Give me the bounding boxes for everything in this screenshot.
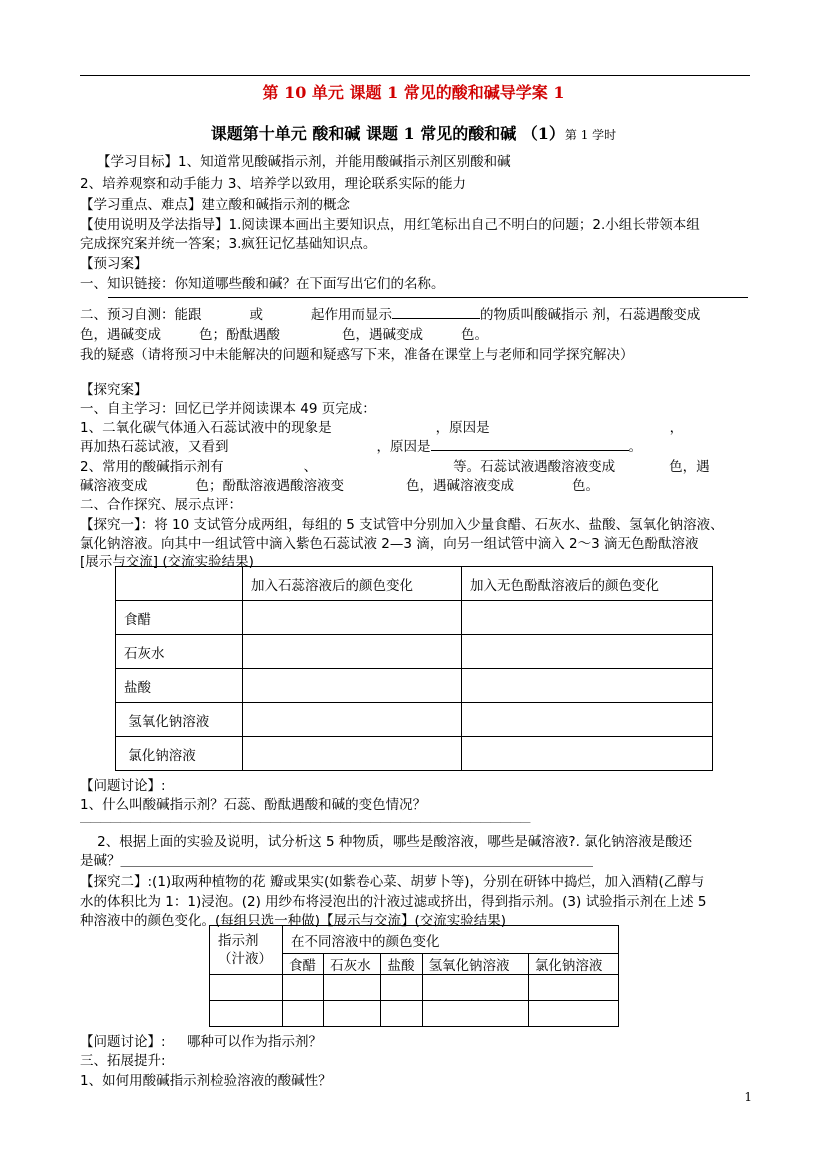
table-cell[interactable] <box>462 737 713 771</box>
preview-test-line-2 <box>80 323 488 343</box>
cooperative-inquiry: 二、合作探究、展示点评： <box>80 497 242 513</box>
table-cell[interactable] <box>528 975 618 1001</box>
text-fragment: 碱溶液变成 <box>80 478 148 494</box>
table-cell[interactable] <box>283 975 324 1001</box>
discussion-q1: 1、什么叫酸碱指示剂？石蕊、酚酞遇酸和碱的变色情况？ <box>80 797 427 813</box>
table-cell[interactable] <box>243 737 462 771</box>
table-cell[interactable] <box>462 635 713 669</box>
instructions-line-1: 【使用说明及学法指导】1.阅读课本画出主要知识点，用红笔标出自己不明白的问题；2.小组长带领本组 <box>80 217 700 233</box>
text-fragment: 色。 <box>572 478 599 494</box>
ability-goals: 2、培养观察和动手能力 3、培养学以致用，理论联系实际的能力 <box>80 176 466 192</box>
table-cell[interactable] <box>324 1001 381 1027</box>
inquiry-2-line-2: 水的体积比为 1：1)浸泡。(2) 用纱布将浸泡出的汁液过滤或挤出，得到指示剂。(3) 试验指示剂在上述 5 <box>80 894 707 910</box>
table-cell[interactable] <box>210 975 283 1001</box>
table-header-cell: 氢氧化钠溶液 <box>422 954 528 975</box>
table-header-cell: 石灰水 <box>324 954 381 975</box>
question-1-line-2 <box>80 435 642 455</box>
corner-label: 指示剂 <box>218 933 259 949</box>
discussion-heading-1: 【问题讨论】: <box>80 778 166 794</box>
instructions-line-2: 完成探究案并统一答案；3.疯狂记忆基础知识点。 <box>80 236 377 252</box>
table-cell: 石灰水 <box>116 635 243 669</box>
discussion-heading-2: 【问题讨论】: 哪种可以作为指示剂？ <box>80 1034 323 1050</box>
table-row <box>116 703 713 737</box>
table-row <box>210 975 619 1001</box>
table-cell[interactable] <box>381 1001 422 1027</box>
text-fragment: 或 <box>249 307 263 323</box>
blank-line <box>431 438 629 451</box>
table-cell[interactable] <box>422 1001 528 1027</box>
table-cell[interactable] <box>528 1001 618 1027</box>
text-fragment: 色。 <box>461 327 488 343</box>
text-fragment: 二、预习自测：能跟 <box>80 307 202 323</box>
answer-rule <box>108 297 748 298</box>
learning-goals: 【学习目标】1、知道常见酸碱指示剂，并能用酸碱指示剂区别酸和碱 <box>97 154 511 170</box>
table-header-row <box>210 926 619 954</box>
table-cell: 氢氧化钠溶液 <box>116 703 243 737</box>
indicator-table-1 <box>115 566 713 771</box>
table-row <box>116 669 713 703</box>
document-subtitle <box>0 121 827 144</box>
table-header-cell: 盐酸 <box>381 954 422 975</box>
page-number: 1 <box>744 1090 752 1104</box>
discussion-q2-line-1: 2、根据上面的实验及说明，试分析这 5 种物质，哪些是酸溶液，哪些是碱溶液?. 氯化钠溶液是酸还 <box>80 834 693 850</box>
discussion-q1-blank: ＿＿＿＿＿＿＿＿＿＿＿＿＿＿＿＿＿＿＿＿＿＿＿＿＿＿＿＿＿＿＿＿＿＿＿＿＿＿＿＿＿＿＿＿＿ <box>80 812 530 824</box>
text-fragment: 色；酚酞遇酸 <box>199 327 280 343</box>
text-fragment: 1、二氧化碳气体通入石蕊试液中的现象是 <box>80 420 332 436</box>
table-cell[interactable] <box>210 1001 283 1027</box>
table-cell[interactable] <box>462 601 713 635</box>
preview-test-line-1 <box>80 303 700 323</box>
table-cell[interactable] <box>324 975 381 1001</box>
table-cell[interactable] <box>283 1001 324 1027</box>
table-group-header: 在不同溶液中的颜色变化 <box>283 926 619 954</box>
text-fragment: 等。石蕊试液遇酸溶液变成 <box>453 459 616 475</box>
table-header-cell: 氯化钠溶液 <box>528 954 618 975</box>
show-and-share: [展示与交流] (交流实验结果) <box>80 554 254 570</box>
question-1-line-1 <box>80 416 683 436</box>
table-row <box>210 1001 619 1027</box>
text-fragment: 。 <box>628 439 642 455</box>
inquiry-2-line-3: 种溶液中的颜色变化。(每组只选一种做)【展示与交流】(交流实验结果) <box>80 913 507 929</box>
inquiry-heading: 【探究案】 <box>80 382 148 398</box>
text-fragment: 色，遇碱变成 <box>342 327 423 343</box>
inquiry-1-line-1: 【探究一】：将 10 支试管分成两组，每组的 5 支试管中分别加入少量食醋、石灰水、盐酸、氢氧化钠溶液、 <box>80 517 724 533</box>
text-fragment: 色，遇碱变成 <box>80 327 161 343</box>
table-header-cell: 食醋 <box>283 954 324 975</box>
indicator-table-2 <box>209 925 619 1027</box>
table-cell[interactable] <box>243 703 462 737</box>
table-cell[interactable] <box>381 975 422 1001</box>
self-study: 一、自主学习：回忆已学并阅读课本 49 页完成： <box>80 401 376 417</box>
table-cell[interactable] <box>462 669 713 703</box>
text-fragment: 2、常用的酸碱指示剂有 <box>80 459 224 475</box>
text-fragment: ，原因是 <box>376 439 431 455</box>
corner-label: （汁液） <box>218 951 272 967</box>
table-cell[interactable] <box>243 601 462 635</box>
table-header-cell: 加入无色酚酞溶液后的颜色变化 <box>462 567 713 601</box>
table-row <box>116 737 713 771</box>
text-fragment: 、 <box>303 459 318 475</box>
header-rule <box>80 75 750 76</box>
text-fragment: ， <box>669 420 684 436</box>
blank-line <box>392 306 480 319</box>
table-cell[interactable] <box>243 635 462 669</box>
table-cell: 食醋 <box>116 601 243 635</box>
question-2-line-1 <box>80 455 710 475</box>
table-cell[interactable] <box>462 703 713 737</box>
document-title: 第 10 单元 课题 1 常见的酸和碱导学案 1 <box>262 83 565 102</box>
inquiry-1-line-2: 氯化钠溶液。向其中一组试管中滴入紫色石蕊试液 2—3 滴，向另一组试管中滴入 2～3 滴无色酚酞溶液 <box>80 536 699 552</box>
table-header-row <box>116 567 713 601</box>
text-fragment: 再加热石蕊试液，又看到 <box>80 439 229 455</box>
table-cell[interactable] <box>243 669 462 703</box>
discussion-q2-line-2: 是碱？＿＿＿＿＿＿＿＿＿＿＿＿＿＿＿＿＿＿＿＿＿＿＿＿＿＿＿＿＿＿＿＿＿＿＿ <box>80 853 593 869</box>
table-cell: 盐酸 <box>116 669 243 703</box>
subtitle-main: 课题第十单元 酸和碱 课题 1 常见的酸和碱 （1） <box>210 124 565 143</box>
subtitle-period: 第 1 学时 <box>564 128 617 142</box>
key-points: 【学习重点、难点】建立酸和碱指示剂的概念 <box>80 197 350 213</box>
inquiry-2-line-1: 【探究二】:(1)取两种植物的花 瓣或果实(如紫卷心菜、胡萝卜等)，分别在研钵中捣烂，加入酒精(乙醇与 <box>80 874 705 890</box>
text-fragment: 起作用而显示 <box>311 307 392 323</box>
extension-heading: 三、拓展提升: <box>80 1053 166 1069</box>
question-2-line-2 <box>80 474 599 494</box>
text-fragment: 色；酚酞溶液遇酸溶液变 <box>195 478 344 494</box>
table-row <box>116 601 713 635</box>
table-row <box>116 635 713 669</box>
table-corner-cell <box>210 926 283 975</box>
text-fragment: ，原因是 <box>435 420 490 436</box>
my-doubts: 我的疑惑（请将预习中未能解决的问题和疑惑写下来，准备在课堂上与老师和同学探究解决） <box>80 347 634 363</box>
text-fragment: 色，遇碱溶液变成 <box>406 478 514 494</box>
extension-q1: 1、如何用酸碱指示剂检验溶液的酸碱性？ <box>80 1073 332 1089</box>
table-cell[interactable] <box>422 975 528 1001</box>
table-header-cell <box>116 567 243 601</box>
text-fragment: 的物质叫酸碱指示 剂，石蕊遇酸变成 <box>480 307 701 323</box>
preview-heading: 【预习案】 <box>80 256 148 272</box>
text-fragment: 色，遇 <box>669 459 710 475</box>
table-header-cell: 加入石蕊溶液后的颜色变化 <box>243 567 462 601</box>
table-cell: 氯化钠溶液 <box>116 737 243 771</box>
knowledge-link: 一、知识链接：你知道哪些酸和碱？在下面写出它们的名称。 <box>80 276 445 292</box>
